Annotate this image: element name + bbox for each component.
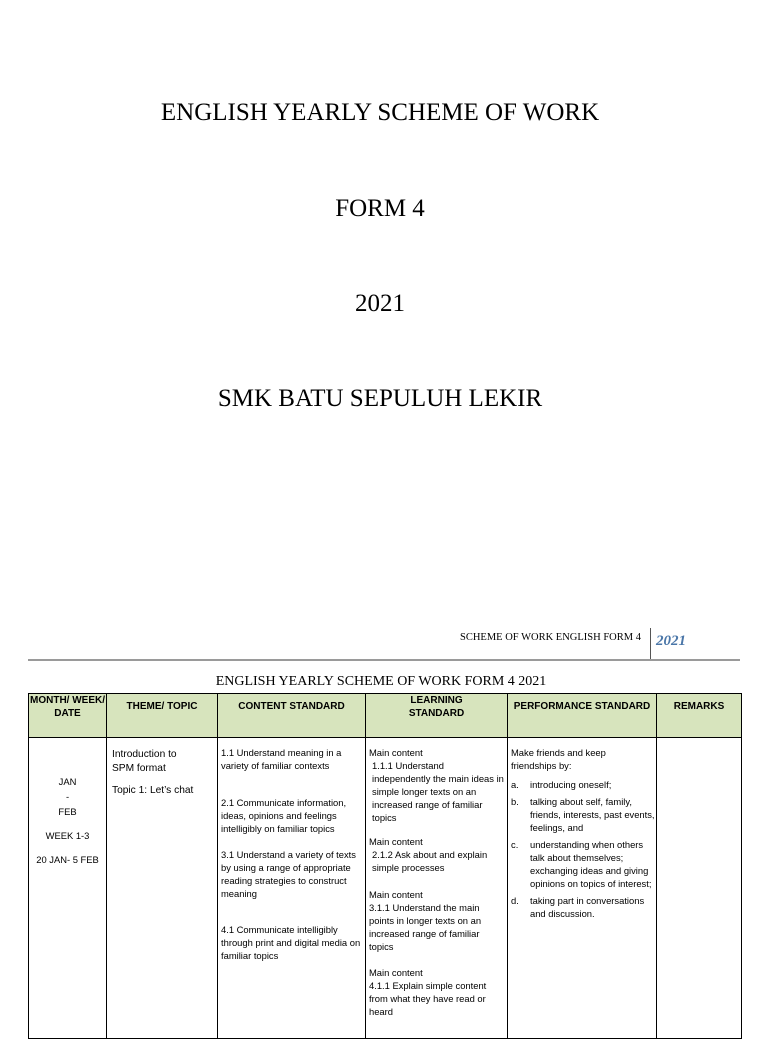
cover-school: SMK BATU SEPULUH LEKIR: [217, 385, 543, 412]
content-standard-4: 4.1 Communicate intelligibly through print and digital media on familiar topics: [221, 924, 361, 961]
cell-theme: [107, 738, 218, 1039]
theme-text: Introduction to SPM format: [112, 749, 177, 774]
month-dash: -: [65, 791, 70, 802]
month-end: FEB: [58, 806, 77, 817]
learning-text-2: 2.1.2 Ask about and explain simple processes: [372, 849, 488, 873]
date-range: 20 JAN- 5 FEB: [36, 854, 99, 865]
cell-content-standard: [218, 738, 366, 1039]
week-range: WEEK 1-3: [45, 830, 90, 841]
cell-month: [29, 738, 107, 1039]
col-learning-header: LEARNING STANDARD: [366, 694, 508, 738]
learning-heading-4: Main content: [369, 967, 423, 978]
col-remarks-header: REMARKS: [657, 694, 742, 738]
list-item: b. talking about self, family, friends, interests, past events, feelings, and: [511, 796, 655, 833]
cover-title: ENGLISH YEARLY SCHEME OF WORK: [160, 99, 600, 126]
learning-text-3: 3.1.1 Understand the main points in longer texts on an increased range of familiar topics: [369, 902, 482, 952]
col-theme-header: THEME/ TOPIC: [107, 694, 218, 738]
month-start: JAN: [58, 776, 77, 787]
table-title: ENGLISH YEARLY SCHEME OF WORK FORM 4 2021: [215, 674, 547, 689]
page-header-year: 2021: [656, 633, 686, 649]
scheme-table: [28, 693, 742, 1039]
cell-learning-standard: [366, 738, 508, 1039]
learning-text-4: 4.1.1 Explain simple content from what they have read or heard: [369, 980, 487, 1017]
learning-heading-2: Main content: [369, 836, 423, 847]
learning-text-1: 1.1.1 Understand independently the main ideas in simple longer texts on an increased range of familiar topics: [372, 760, 504, 823]
list-item: d. taking part in conversations and discussion.: [511, 895, 645, 919]
content-standard-2: 2.1 Communicate information, ideas, opinions and feelings intelligibly on familiar topics: [221, 797, 347, 834]
cell-remarks: [657, 738, 742, 1039]
table-header-row: [29, 694, 742, 738]
cover-year: 2021: [355, 290, 405, 317]
cell-performance-standard: [508, 738, 657, 1039]
performance-list: [508, 778, 656, 920]
col-month-header: MONTH/ WEEK/ DATE: [29, 694, 107, 738]
list-item: c. understanding when others talk about themselves; exchanging ideas and giving opinions on topics of interest;: [511, 839, 652, 889]
learning-heading-1: Main content: [369, 747, 423, 758]
page-header-label: SCHEME OF WORK ENGLISH FORM 4: [460, 632, 641, 643]
page-header-rule: [28, 659, 740, 661]
cover-form: FORM 4: [335, 195, 425, 222]
page-header-divider: [650, 628, 651, 660]
list-item: a. introducing oneself;: [511, 779, 612, 790]
col-content-header: CONTENT STANDARD: [218, 694, 366, 738]
performance-intro: Make friends and keep friendships by:: [511, 747, 606, 771]
table-row: [29, 738, 742, 1039]
col-performance-header: PERFORMANCE STANDARD: [508, 694, 657, 738]
learning-heading-3: Main content: [369, 889, 423, 900]
topic-text: Topic 1: Let’s chat: [112, 785, 194, 796]
content-standard-3: 3.1 Understand a variety of texts by using a range of appropriate reading strategies to construct meaning: [221, 849, 356, 899]
content-standard-1: 1.1 Understand meaning in a variety of familiar contexts: [221, 747, 342, 771]
